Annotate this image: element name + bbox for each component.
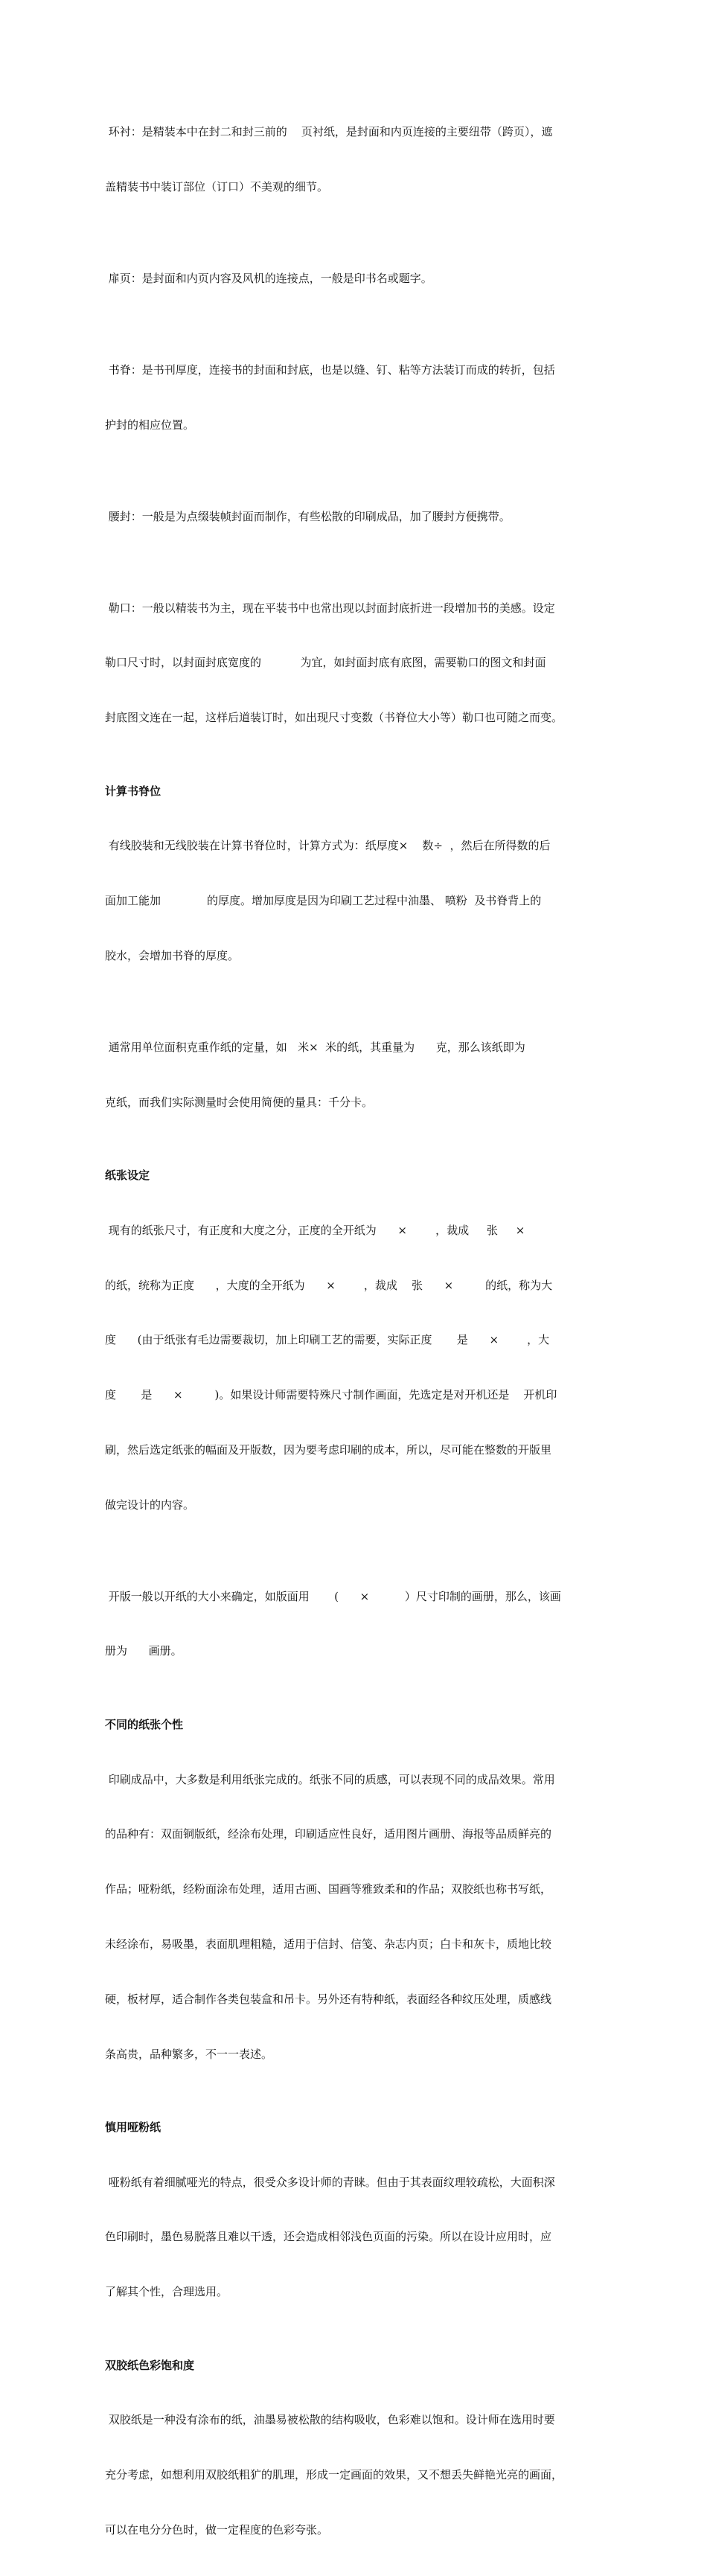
text-line: 色印刷时，墨色易脱落且难以干透，还会造成相邻浅色页面的污染。所以在设计应用时，应 (105, 2230, 552, 2244)
text-line: 充分考虑，如想利用双胶纸粗犷的肌理，形成一定画面的效果，又不想丢失鲜艳光亮的画面， (105, 2468, 563, 2482)
section-gap (105, 2100, 605, 2118)
section-gap (105, 764, 605, 782)
section-paper-setting (105, 1166, 605, 1697)
text-line: 通常用单位面积克重作纸的定量，如 米× 米的纸，其重量为 克，那么该纸即为 (105, 1040, 525, 1054)
text-line: 环衬：是精装本中在封二和封三前的 页衬纸，是封面和内页连接的主要纽带（跨页），遮 (105, 125, 553, 139)
text-line: 印刷成品中，大多数是利用纸张完成的。纸张不同的质感，可以表现不同的成品效果。常用 (105, 1772, 555, 1786)
section-heading: 双胶纸色彩饱和度 (105, 2358, 195, 2372)
text-line: 度 是 × )。如果设计师需要特殊尺寸制作画面，先选定是对开机还是 开机印 (105, 1388, 557, 1402)
section-heading: 慎用哑粉纸 (105, 2120, 161, 2134)
paragraph-matte-paper (105, 2137, 605, 2339)
paragraph-paper-types (105, 1733, 605, 2100)
text-line: 了解其个性，合理选用。 (105, 2285, 228, 2299)
paragraph-yaofeng (105, 470, 605, 562)
text-line: 作品；哑粉纸，经粉面涂布处理，适用古画、国画等雅致柔和的作品；双胶纸也称书写纸， (105, 1882, 552, 1896)
text-line: 有线胶装和无线胶装在计算书脊位时，计算方式为：纸厚度× 数÷ ，然后在所得数的后 (105, 839, 551, 853)
paragraph-imposition (105, 1551, 605, 1698)
text-line: 克纸，而我们实际测量时会使用简便的量具：千分卡。 (105, 1095, 374, 1109)
section-heading: 计算书脊位 (105, 784, 161, 798)
section-heading: 不同的纸张个性 (105, 1717, 184, 1731)
section-heading: 纸张设定 (105, 1169, 150, 1183)
section-gap (105, 2338, 605, 2356)
text-line: 哑粉纸有着细腻哑光的特点，很受众多设计师的青睐。但由于其表面纹理较疏松，大面积深 (105, 2175, 555, 2189)
text-line: 开版一般以开纸的大小来确定，如版面用 ( × ）尺寸印制的画册，那么，该画 (105, 1589, 561, 1603)
text-line: 双胶纸是一种没有涂布的纸，油墨易被松散的结构吸收，色彩难以饱和。设计师在选用时要 (105, 2413, 555, 2427)
section-gap (105, 1148, 605, 1166)
text-line: 书脊：是书刊厚度，连接书的封面和封底，也是以缝、钉、粘等方法装订而成的转折，包括 (105, 362, 555, 377)
text-line: 未经涂布，易吸墨，表面肌理粗糙，适用于信封、信笺、杂志内页；白卡和灰卡，质地比较 (105, 1937, 552, 1951)
section-gap (105, 1697, 605, 1716)
paragraph-feiye (105, 233, 605, 325)
text-line: 护封的相应位置。 (105, 418, 195, 432)
text-line: 腰封：一般是为点缀装帧封面而制作，有些松散的印刷成品，加了腰封方便携带。 (105, 509, 511, 523)
paragraph-paper-weight (105, 1002, 605, 1148)
text-line: 勒口：一般以精装书为主，现在平装书中也常出现以封面封底折进一段增加书的美感。设定 (105, 601, 555, 615)
text-line: 的品种有：双面铜版纸，经涂布处理，印刷适应性良好，适用图片画册、海报等品质鲜亮的 (105, 1827, 552, 1841)
paragraph-lekou (105, 562, 605, 764)
text-line: 可以在电分分色时，做一定程度的色彩夸张。 (105, 2522, 329, 2537)
text-line: 条高贵，品种繁多，不一一表述。 (105, 2047, 273, 2061)
text-line: 勒口尺寸时，以封面封底宽度的 为宜，如封面封底有底图，需要勒口的图文和封面 (105, 656, 546, 670)
text-line: 硬，板材厚，适合制作各类包装盒和吊卡。另外还有特种纸，表面经各种纹压处理，质感线 (105, 1992, 552, 2006)
section-offset-paper-saturation (105, 2356, 605, 2576)
text-line: 做完设计的内容。 (105, 1498, 195, 1512)
paragraph-offset-paper (105, 2374, 605, 2576)
text-line: 度 (由于纸张有毛边需要裁切，加上印刷工艺的需要，实际正度 是 × ，大 (105, 1333, 550, 1347)
section-binding-terms (105, 86, 605, 764)
document-page (105, 86, 605, 2576)
text-line: 册为 画册。 (105, 1644, 182, 1658)
paragraph-spine-formula (105, 800, 605, 1002)
text-line: 现有的纸张尺寸，有正度和大度之分，正度的全开纸为 × ，裁成 张 × (105, 1223, 525, 1237)
text-line: 扉页：是封面和内页内容及风机的连接点，一般是印书名或题字。 (105, 271, 432, 285)
paragraph-shuji (105, 325, 605, 471)
text-line: 面加工能加 的厚度。增加厚度是因为印刷工艺过程中油墨、 喷粉 及书脊背上的 (105, 894, 542, 908)
text-line: 封底图文连在一起，这样后道装订时，如出现尺寸变数（书脊位大小等）勒口也可随之而变。 (105, 711, 563, 725)
section-matte-paper (105, 2118, 605, 2338)
text-line: 盖精装书中装订部位（订口）不美观的细节。 (105, 179, 329, 194)
section-paper-characteristics (105, 1716, 605, 2100)
paragraph-huanchen (105, 86, 605, 233)
text-line: 的纸，统称为正度 ，大度的全开纸为 × ，裁成 张 × 的纸，称为大 (105, 1278, 553, 1292)
text-line: 刷，然后选定纸张的幅面及开版数，因为要考虑印刷的成本，所以，尽可能在整数的开版里 (105, 1442, 552, 1457)
section-spine-calculation (105, 782, 605, 1148)
paragraph-paper-sizes (105, 1185, 605, 1551)
text-line: 胶水，会增加书脊的厚度。 (105, 948, 240, 962)
